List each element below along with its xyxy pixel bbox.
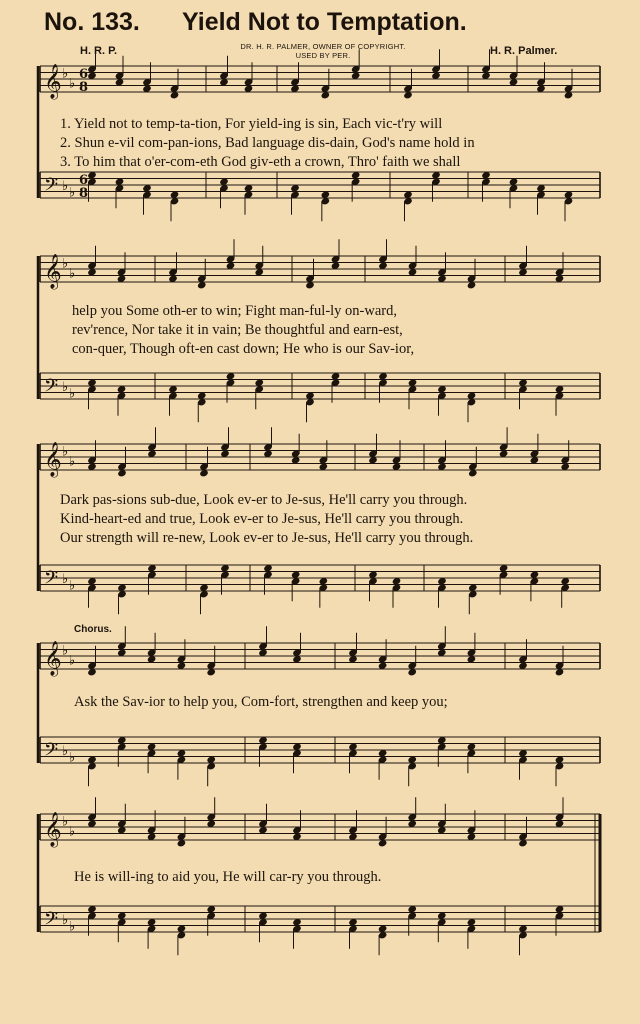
treble-clef-icon: 𝄞	[44, 641, 62, 676]
time-signature-icon: 8	[79, 186, 89, 201]
treble-clef-icon: 𝄞	[44, 64, 62, 99]
lyric-line: Dark pas-sions sub-due, Look ev-er to Je-sus, He'll carry you through.	[60, 492, 468, 508]
hymn-number: No. 133.	[44, 8, 140, 36]
hymn-title: Yield Not to Temptation.	[182, 8, 467, 36]
time-signature-icon: 6	[79, 67, 89, 82]
treble-clef-icon: 𝄞	[44, 812, 62, 847]
flat-icon: ♭	[69, 76, 76, 92]
flat-icon: ♭	[69, 653, 76, 669]
flat-icon: ♭	[62, 814, 69, 830]
words-author: H. R. P.	[80, 45, 118, 57]
lyric-line: con-quer, Though oft-en cast down; He who is our Sav-ior,	[72, 341, 415, 357]
flat-icon: ♭	[69, 919, 76, 935]
bass-clef-icon: 𝄢	[44, 740, 59, 765]
flat-icon: ♭	[69, 750, 76, 766]
flat-icon: ♭	[69, 386, 76, 402]
bass-clef-icon: 𝄢	[44, 568, 59, 593]
flat-icon: ♭	[69, 454, 76, 470]
flat-icon: ♭	[69, 185, 76, 201]
flat-icon: ♭	[62, 643, 69, 659]
bass-clef-icon: 𝄢	[44, 175, 59, 200]
flat-icon: ♭	[69, 578, 76, 594]
chorus-label: Chorus.	[74, 624, 112, 635]
music-composer: H. R. Palmer.	[490, 45, 558, 57]
flat-icon: ♭	[62, 572, 69, 587]
bass-clef-icon: 𝄢	[44, 376, 59, 401]
treble-clef-icon: 𝄞	[44, 442, 62, 477]
lyric-line: help you Some oth-er to win; Fight man-ful-ly on-ward,	[72, 303, 397, 319]
flat-icon: ♭	[62, 444, 69, 460]
lyric-line: 1. Yield not to temp-ta-tion, For yield-ing is sin, Each vic-t'ry will	[60, 116, 443, 132]
flat-icon: ♭	[62, 913, 69, 928]
flat-icon: ♭	[62, 256, 69, 272]
time-signature-icon: 6	[79, 173, 89, 188]
flat-icon: ♭	[62, 380, 69, 395]
lyric-line: rev'rence, Nor take it in vain; Be thoughtful and earn-est,	[72, 322, 403, 338]
time-signature-icon: 8	[79, 80, 89, 95]
lyric-line: 2. Shun e-vil com-pan-ions, Bad language dis-dain, God's name hold in	[60, 135, 475, 151]
lyric-line: Our strength will re-new, Look ev-er to Je-sus, He'll carry you through.	[60, 530, 474, 546]
flat-icon: ♭	[69, 824, 76, 840]
flat-icon: ♭	[62, 744, 69, 759]
flat-icon: ♭	[62, 66, 69, 82]
lyric-line: He is will-ing to aid you, He will car-ry you through.	[74, 869, 382, 885]
lyric-line: Ask the Sav-ior to help you, Com-fort, strengthen and keep you;	[74, 694, 448, 710]
flat-icon: ♭	[69, 266, 76, 282]
lyric-line: Kind-heart-ed and true, Look ev-er to Je-sus, He'll carry you through.	[60, 511, 464, 527]
copyright-line-1: DR. H. R. PALMER, OWNER OF COPYRIGHT.	[240, 42, 406, 51]
lyric-line: 3. To him that o'er-com-eth God giv-eth a crown, Thro' faith we shall	[60, 154, 461, 170]
treble-clef-icon: 𝄞	[44, 254, 62, 289]
flat-icon: ♭	[62, 179, 69, 194]
bass-clef-icon: 𝄢	[44, 909, 59, 934]
copyright-line-2: USED BY PER.	[295, 51, 351, 60]
